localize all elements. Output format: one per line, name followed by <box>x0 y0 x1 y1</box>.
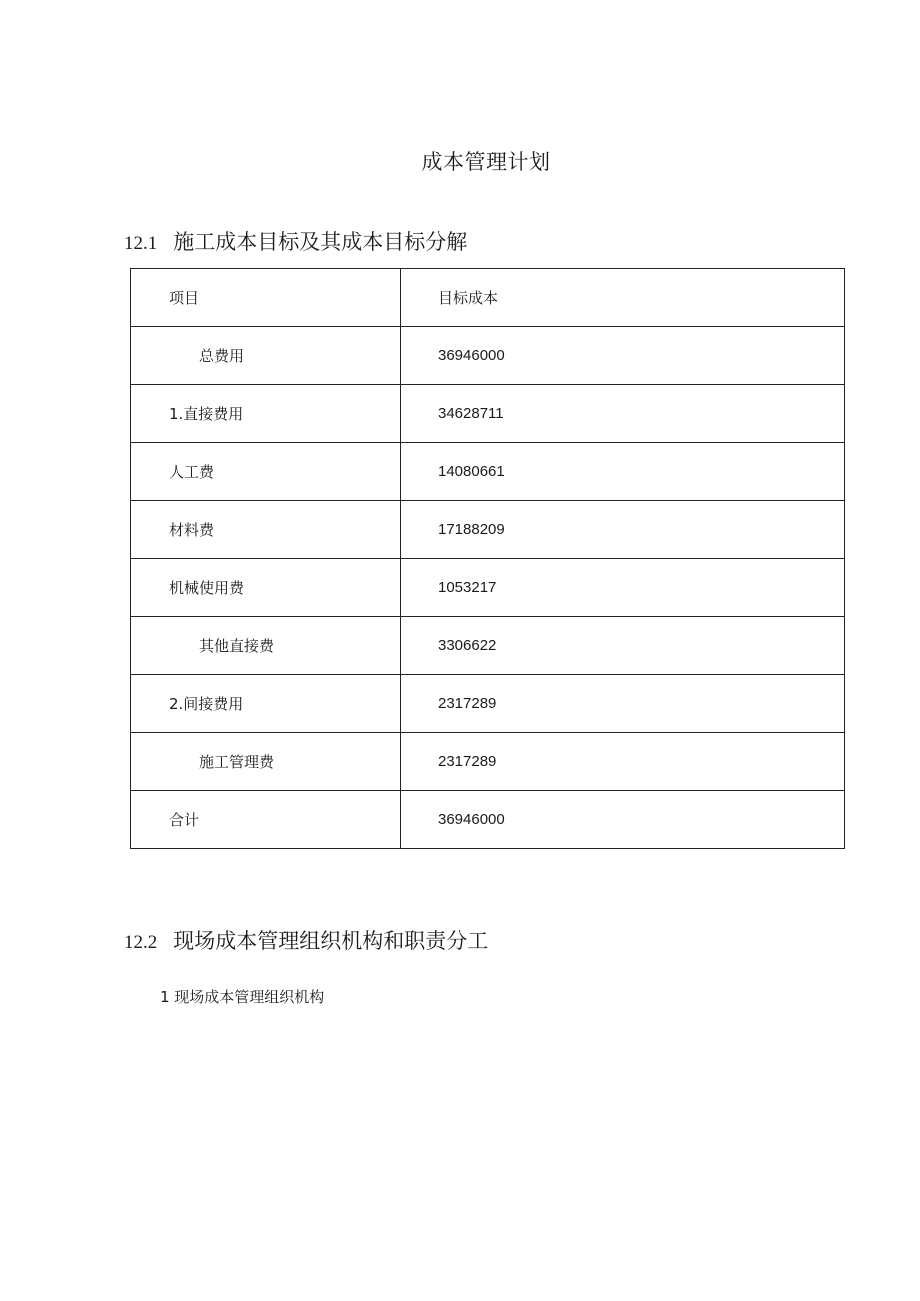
target-cost-cell: 34628711 <box>401 385 845 443</box>
table-row <box>131 675 845 733</box>
document-title: 成本管理计划 <box>421 150 551 174</box>
table-row <box>131 559 845 617</box>
table-row <box>131 501 845 559</box>
target-cost-cell: 2317289 <box>401 733 845 791</box>
cost-target-table <box>130 268 845 849</box>
target-cost-cell: 3306622 <box>401 617 845 675</box>
section-heading-12-1 <box>124 226 467 256</box>
section-heading-12-2 <box>124 925 488 955</box>
cost-item-cell: 机械使用费 <box>131 559 401 617</box>
cost-item-cell: 合计 <box>131 791 401 849</box>
cost-item-cell: 施工管理费 <box>131 733 401 791</box>
target-cost-cell: 2317289 <box>401 675 845 733</box>
section-title: 施工成本目标及其成本目标分解 <box>173 230 468 254</box>
section-number: 12.1 <box>124 233 158 254</box>
table-header-row <box>131 269 845 327</box>
cost-item-cell: 总费用 <box>131 327 401 385</box>
table-row <box>131 327 845 385</box>
cost-item-cell: 人工费 <box>131 443 401 501</box>
table-row <box>131 385 845 443</box>
column-header-item: 项目 <box>131 269 401 327</box>
cost-item-cell: 1.直接费用 <box>131 385 401 443</box>
table-row <box>131 617 845 675</box>
table-row <box>131 733 845 791</box>
target-cost-cell: 1053217 <box>401 559 845 617</box>
table-row <box>131 443 845 501</box>
cost-item-cell: 2.间接费用 <box>131 675 401 733</box>
target-cost-cell: 36946000 <box>401 327 845 385</box>
target-cost-cell: 17188209 <box>401 501 845 559</box>
target-cost-cell: 14080661 <box>401 443 845 501</box>
target-cost-cell: 36946000 <box>401 791 845 849</box>
section-title: 现场成本管理组织机构和职责分工 <box>173 929 489 953</box>
section-number: 12.2 <box>124 932 158 953</box>
cost-item-cell: 材料费 <box>131 501 401 559</box>
cost-item-cell: 其他直接费 <box>131 617 401 675</box>
table-row <box>131 791 845 849</box>
column-header-target-cost: 目标成本 <box>401 269 845 327</box>
sub-item-label: 1 现场成本管理组织机构 <box>160 988 325 1006</box>
